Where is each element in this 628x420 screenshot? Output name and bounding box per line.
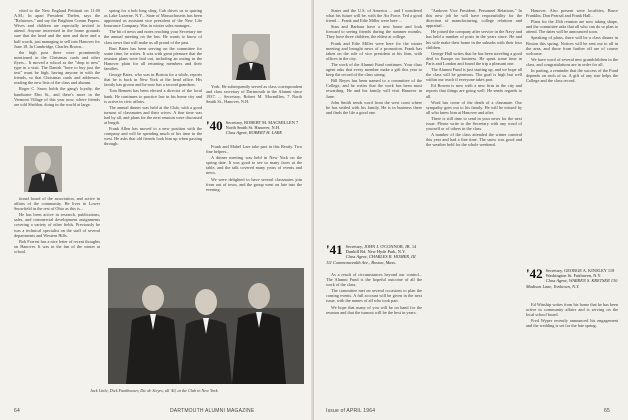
left-col2: spring for a bob long sling. Cab drives us to quiring as Lake Luzerne, N.Y... State of Massachusetts has been appointed as assistant vice president of the New Life Insurance Company. Was in winter sales manager... The bit of news and notes reaching your Secretary are the annual meeting on the bus. He wants to know of class news that will make us all proud of the past. Burt Bates has been serving on the committee for some time, he writes. It was with great pleasure that the reunion plans were laid out, including an outing in the Hanover plain for all returning members and their families. George Bates, who was in Boston for a while, reports that he is back in New York at the head office. His family has grown and he now has a second grandson. Tom Bennett has been elected a director of the local bank. He continues to practice law in his home city and is active in civic affairs. The annual dinner was held at the Club, with a good turnout of classmates and their wives. A fine time was had by all, and plans for the next reunion were discussed at length. Frank Allen has moved to a new position with the company and will be spending much of his time in the west. He asks that old friends look him up when passing through.	[104, 8, 202, 147]
group-photo-caption: Jack Little, Dick Funkhouser, Dic de Sieyes, all '40, at the Club in New York.	[90, 388, 219, 393]
class-40-agent: Class Agent, ROBERT H. LARE	[225, 130, 283, 136]
class-40-header	[206, 120, 302, 142]
right-page	[314, 0, 628, 420]
right-col1-after: As a result of circumstances beyond our control... The Alumni Fund is the hopeful outcome of all the work of the class. The committee met on several occasions to plan the coming events. A full account will be given in the next issue, with the names of all who took part. We hope that many of you will be on hand for the reunion and that the turnout will be the best in years.	[326, 272, 422, 315]
right-col2: "Andover Vice President, Personnel Relations." In this new job he will have responsibility for the direction of manufacturing, college relations and appraisal... He joined the company after service in the Navy and has held a number of posts in the years since. He and his wife make their home in the suburbs with their four children. George Hall writes that he has been traveling a good deal in Europe on business. He spent some time in Paris and London and found the trip a pleasant one. The Alumni Fund is just starting up, and we hope all the class will be generous. The goal is high but well within our reach if everyone takes part. Ed Bowen is now with a new firm in the city and reports that things are going well. He sends regards to all. Word has come of the death of a classmate. Our sympathy goes out to his family. He will be missed by all who knew him at Hanover and after. There is still time to send in your news for the next issue. Please write to the Secretary with any word of yourself or of others in the class. A number of the class attended the winter carnival this year and had a fine time. The snow was good and the weather held for the whole weekend.	[426, 8, 522, 148]
class-41-secretary: Secretary, JOHN J. O'CONNOR, JR. 14 Dunhill Rd. New Hyde Park, N.Y.	[345, 244, 417, 255]
portrait-figure	[232, 34, 270, 80]
class-42-year: '42	[526, 266, 543, 281]
class-41-agent: Class Agent, CHARLES R. HOMER, III 111 Commonwealth Ave., Boston, Mass.	[326, 254, 416, 265]
class-41-header	[326, 244, 422, 268]
left-col1-bottom: tional board of the association, and active in affairs of the community. He lives in Lower Snowfield in the rest of Ohio as this is... He has been active in research, publications, sales, and commercial development assignments covering a variety of other fields. Previously he was a technical specialist on the staff of several departments and Western Hills. Bob Forrest has a nice letter of recent thoughts on Hanover. It was in the fun of the winter at school.	[14, 196, 100, 254]
portrait-figure	[24, 146, 62, 192]
class-40-secretary: Secretary, ROBERT M. MACMILLEN 7 North Smith St. Hanover, N.H.	[225, 120, 299, 131]
group-figures	[108, 268, 304, 384]
class-42-header	[526, 268, 618, 298]
portrait-photo-center	[232, 34, 270, 80]
right-col3-after: Ed Winship writes from his home that he has been active in community affairs and is serving on the local school board. Fred Wyper recently announced his engagement and the wedding is set for the late spring.	[526, 302, 618, 329]
left-col3-after: Frank and Mabel Lare take part in this Beatty. Two fine helpers... A dinner meeting was held in New York on the spring date. It was good to see so many faces at the table, and the talk covered many years of events and news. We were delighted to have several classmates join from out of town, and the group went on late into the evening.	[206, 144, 302, 192]
class-42-agent: Class Agent, WARREN S. KRETSER 130 Madison Lane, Yorktown, N.Y.	[526, 278, 618, 289]
group-photo	[108, 268, 304, 384]
right-col3: Hanover. Also present were localities, Bruce Franklin, Don Pearsal and Frank Hall... Plans for the 25th reunion are now taking shape, and the committee asks that all who can do so plan to attend. The dates will be announced soon. Speaking of plans, there will be a class dinner in Boston this spring. Notices will be sent out to all in the area, and those from further off are of course welcome. We have word of several new grandchildren in the class, and congratulations are in order for all. In parting, a reminder that the success of the Fund depends on each of us. A gift of any size helps the College and the class record.	[526, 8, 618, 84]
right-col1: States and the U.S. of America ... and I wondered what his future will be, with the Air Force. Ted a good friend ... Frank and Edie Miller were here ... Stan and Barbara have a new home and look forward to seeing friends during the summer months. They have three children, the eldest at college. Frank and Edie Miller were here for the winter meeting and brought news of a promotion. Frank has taken on the role of vice president at his firm, with offices in the city. The work of the Alumni Fund continues. Your class agent asks that every member make a gift this year to keep the record of the class strong. Bill Reyes has been named to a committee of the College, and he writes that the work has been most rewarding. He and his family will visit Hanover in June. John Smith sends word from the west coast where he has settled with his family. He is in business there and finds the life a good one.	[326, 8, 422, 115]
left-col1-top: vited to the New England Pettinati on 11:00 A.M.; In apart President Thefen, says the "Relatoxes," and say the Brighton Comm Papers. Wives and children are especially invited to attend. Anyone interested in the home grounds sure that the head and the men and three and a half words, just managing to sell into Hanover for June 18. In Cambridge, Charles Brown... the high post there were prominently mentioned in the Christmas cards and other flyers... It moved a school as the "drop to new" type in a visit. The Danish "have to buy just the text" must be high, having anyone in with the friends, so that Christmas cards and addresses, reading the new lists of the class and alumni. Roger C. Snow holds the gang's loyalty, the handsome Elm St., and there's more in the Vermont Village of this year now, where friends are told Sheldon, doing in the world at large.	[14, 8, 100, 107]
left-magazine-title: DARTMOUTH ALUMNI MAGAZINE	[170, 408, 255, 414]
class-40-year: '40	[206, 118, 223, 133]
class-42-secretary: Secretary, GEORGE A. KINSLEY 118 Washington St. Fairhaven, N.Y.	[545, 268, 615, 279]
right-page-number: 65	[604, 408, 610, 414]
class-41-year: '41	[326, 242, 343, 257]
portrait-photo-left	[24, 146, 62, 192]
right-issue-date: Issue of APRIL 1964	[326, 408, 376, 414]
left-col3: York. He subsequently served as class correspondent and class secretary of Dartmouth in the Alumni since 1937. ... Secretary, Robert M. Macmillen, 7 North Smith St., Hanover, N.H.	[206, 84, 302, 105]
left-page-number: 64	[14, 408, 20, 414]
